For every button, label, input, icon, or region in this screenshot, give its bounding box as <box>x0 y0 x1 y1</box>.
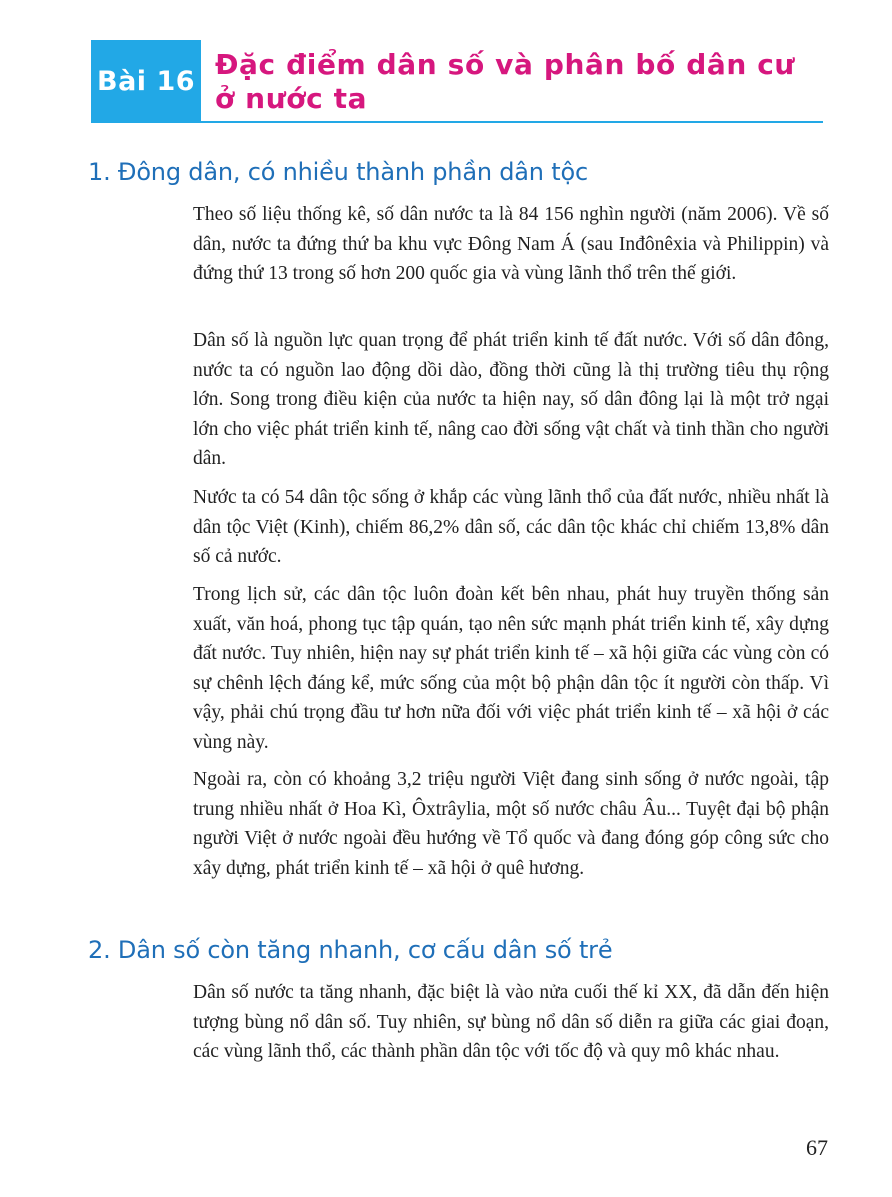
lesson-title: Đặc điểm dân số và phân bố dân cư ở nước ta <box>215 48 795 115</box>
section-1-paragraph-5: Ngoài ra, còn có khoảng 3,2 triệu người Việt đang sinh sống ở nước ngoài, tập trung nhiều nhất ở Hoa Kì, Ôxtrâylia, một số nước châu Âu... Tuyệt đại bộ phận người Việt ở nước ngoài đều hướng về Tổ quốc và đang đóng góp công sức cho xây dựng, phát triển kinh tế – xã hội ở quê hương. <box>193 769 829 879</box>
section-1-heading: 1. Đông dân, có nhiều thành phần dân tộc <box>88 158 588 186</box>
lesson-header <box>91 40 823 123</box>
section-1-paragraph-2: Dân số là nguồn lực quan trọng để phát triển kinh tế đất nước. Với số dân đông, nước ta có nguồn lao động dồi dào, đồng thời cũng là thị trường tiêu thụ rộng lớn. Song trong điều kiện của nước ta hiện nay, số dân đông lại là một trở ngại lớn cho việc phát triển kinh tế, nâng cao đời sống vật chất và tinh thần cho người dân. <box>193 330 829 469</box>
lesson-badge: Bài 16 <box>91 40 201 123</box>
section-2-heading: 2. Dân số còn tăng nhanh, cơ cấu dân số trẻ <box>88 936 613 964</box>
section-1-paragraph-3: Nước ta có 54 dân tộc sống ở khắp các vùng lãnh thổ của đất nước, nhiều nhất là dân tộc Việt (Kinh), chiếm 86,2% dân số, các dân tộc khác chỉ chiếm 13,8% dân số cả nước. <box>193 487 829 567</box>
page-number: 67 <box>806 1135 828 1160</box>
header-rule <box>201 121 823 123</box>
section-1-paragraph-4: Trong lịch sử, các dân tộc luôn đoàn kết bên nhau, phát huy truyền thống sản xuất, văn hoá, phong tục tập quán, tạo nên sức mạnh phát triển kinh tế, xây dựng đất nước. Tuy nhiên, hiện nay sự phát triển kinh tế – xã hội giữa các vùng còn có sự chênh lệch đáng kể, mức sống của một bộ phận dân tộc ít người còn thấp. Vì vậy, phải chú trọng đầu tư hơn nữa đối với việc phát triển kinh tế – xã hội ở các vùng này. <box>193 584 829 753</box>
section-1-paragraph-1: Theo số liệu thống kê, số dân nước ta là 84 156 nghìn người (năm 2006). Về số dân, nước ta đứng thứ ba khu vực Đông Nam Á (sau Inđônêxia và Philippin) và đứng thứ 13 trong số hơn 200 quốc gia và vùng lãnh thổ trên thế giới. <box>193 204 829 284</box>
section-2-paragraph-1: Dân số nước ta tăng nhanh, đặc biệt là vào nửa cuối thế kỉ XX, đã dẫn đến hiện tượng bùng nổ dân số. Tuy nhiên, sự bùng nổ dân số diễn ra giữa các giai đoạn, các vùng lãnh thổ, các thành phần dân tộc với tốc độ và quy mô khác nhau. <box>193 982 829 1062</box>
